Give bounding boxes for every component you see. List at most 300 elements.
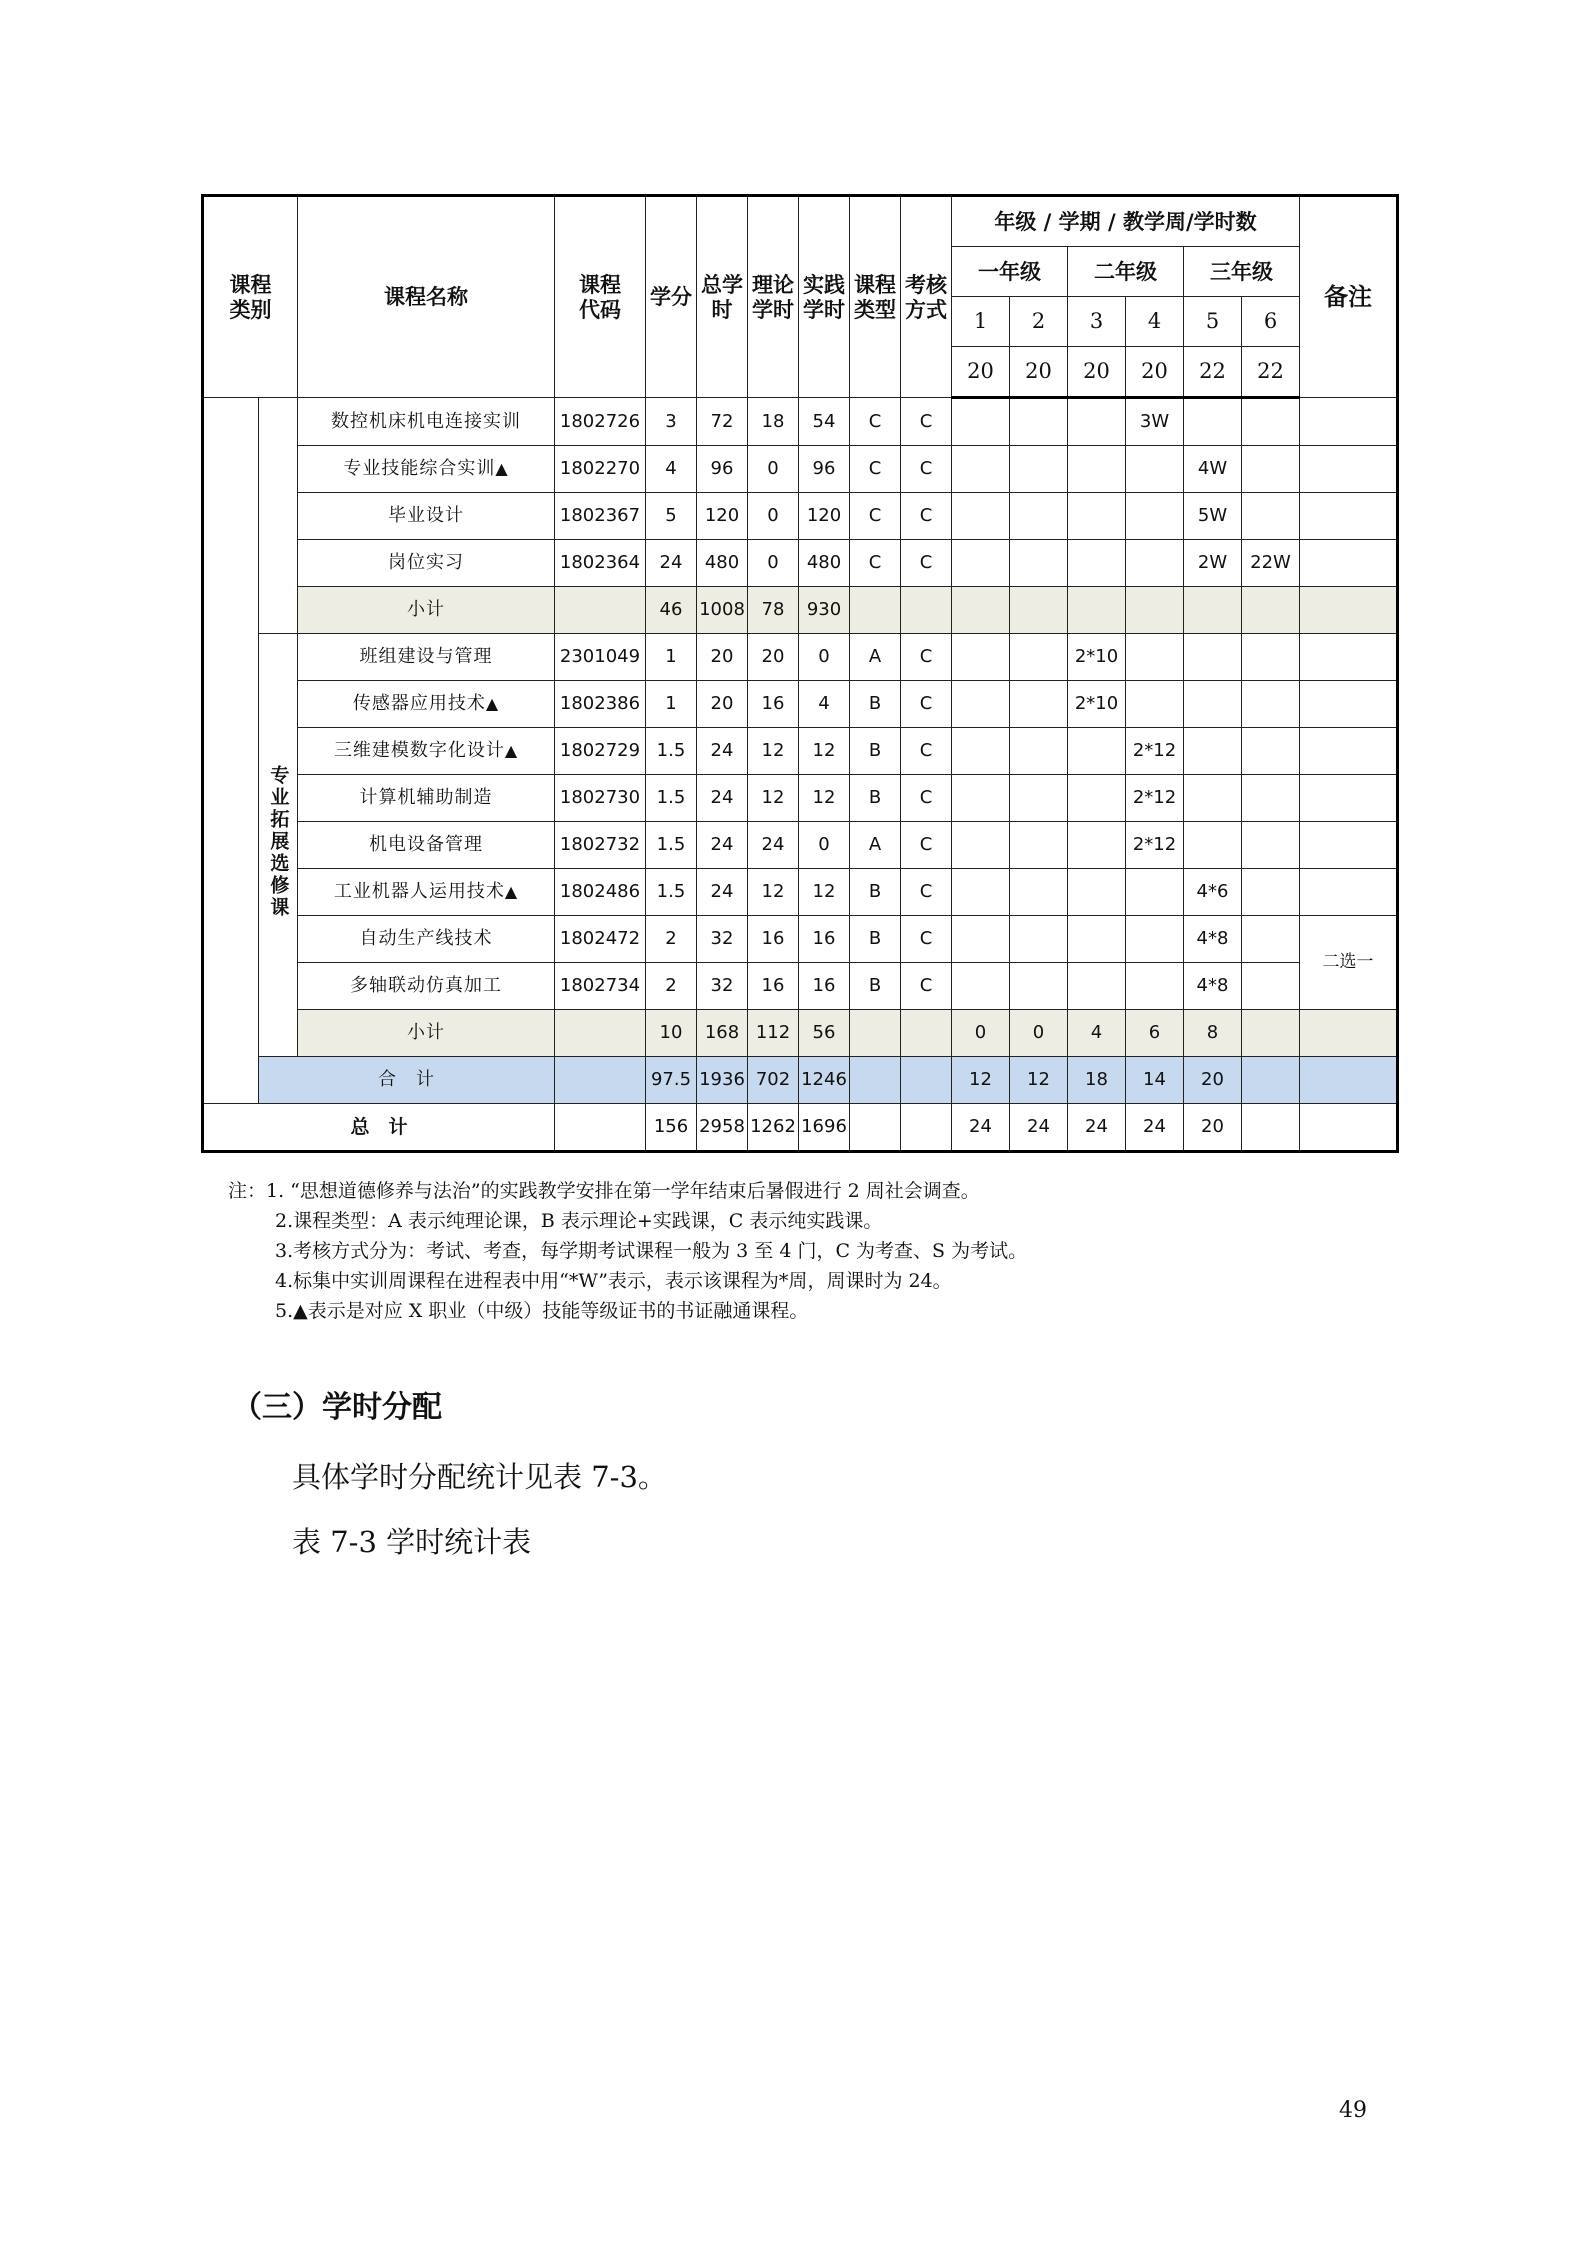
assessment: C xyxy=(901,446,952,493)
course-name xyxy=(298,916,555,963)
semester-hours xyxy=(1010,963,1068,1010)
semester-hours xyxy=(1242,822,1300,869)
semester-hours xyxy=(1068,540,1126,587)
course-code: 1802726 xyxy=(555,398,646,446)
semester-hours: 4*8 xyxy=(1184,916,1242,963)
section-heading: （三）学时分配 xyxy=(232,1390,442,1425)
semester-hours xyxy=(1184,681,1242,728)
note-line: 3.考核方式分为：考试、考查，每学期考试课程一般为 3 至 4 门，C 为考查、S 为考试。 xyxy=(275,1240,1028,1262)
semester-hours xyxy=(1184,822,1242,869)
table-row xyxy=(203,963,1398,1010)
header-weeks: 20 xyxy=(952,347,1010,398)
course-type: B xyxy=(850,963,901,1010)
semester-hours xyxy=(952,869,1010,916)
practice-hours: 16 xyxy=(799,963,850,1010)
theory-hours: 0 xyxy=(748,540,799,587)
assessment: C xyxy=(901,963,952,1010)
theory-hours: 0 xyxy=(748,493,799,540)
course-code: 1802270 xyxy=(555,446,646,493)
semester-hours xyxy=(1242,681,1300,728)
remark xyxy=(1300,493,1398,540)
semester-hours: 2*10 xyxy=(1068,634,1126,681)
semester-hours xyxy=(1010,634,1068,681)
credit: 1.5 xyxy=(646,822,697,869)
course-type: B xyxy=(850,681,901,728)
semester-hours xyxy=(952,634,1010,681)
semester-hours xyxy=(1010,869,1068,916)
table-row xyxy=(203,446,1398,493)
semester-hours: 24 xyxy=(1068,1104,1126,1152)
table-row xyxy=(203,728,1398,775)
semester-hours xyxy=(1126,869,1184,916)
course-name xyxy=(298,775,555,822)
semester-hours xyxy=(1010,822,1068,869)
header-weeks: 20 xyxy=(1068,347,1126,398)
certificate-triangle-icon: ▲ xyxy=(485,694,500,714)
course-name xyxy=(298,869,555,916)
assessment: C xyxy=(901,775,952,822)
semester-hours xyxy=(1126,540,1184,587)
total-hours: 2958 xyxy=(697,1104,748,1152)
remark xyxy=(1300,775,1398,822)
practice-hours: 1246 xyxy=(799,1057,850,1104)
course-name-text: 计算机辅助制造 xyxy=(359,787,493,809)
total-hours: 24 xyxy=(697,822,748,869)
semester-hours xyxy=(1010,446,1068,493)
semester-hours xyxy=(1242,446,1300,493)
course-code: 1802729 xyxy=(555,728,646,775)
course-type xyxy=(850,587,901,634)
semester-hours xyxy=(952,963,1010,1010)
semester-hours xyxy=(1184,587,1242,634)
course-name-text: 机电设备管理 xyxy=(369,834,483,856)
semester-hours xyxy=(1242,493,1300,540)
course-name-text: 毕业设计 xyxy=(388,505,464,527)
remark xyxy=(1300,869,1398,916)
header-semester: 5 xyxy=(1184,297,1242,347)
semester-hours xyxy=(1068,446,1126,493)
total-hours: 20 xyxy=(697,681,748,728)
semester-hours xyxy=(952,728,1010,775)
semester-hours xyxy=(1242,1104,1300,1152)
semester-hours xyxy=(1068,822,1126,869)
theory-hours: 24 xyxy=(748,822,799,869)
course-code xyxy=(555,587,646,634)
remark xyxy=(1300,1104,1398,1152)
assessment: C xyxy=(901,681,952,728)
table-row xyxy=(203,822,1398,869)
total-hours: 24 xyxy=(697,869,748,916)
course-type: C xyxy=(850,540,901,587)
table-row xyxy=(203,493,1398,540)
credit: 4 xyxy=(646,446,697,493)
semester-hours: 24 xyxy=(952,1104,1010,1152)
remark xyxy=(1300,681,1398,728)
theory-hours: 20 xyxy=(748,634,799,681)
credit: 1.5 xyxy=(646,728,697,775)
semester-hours xyxy=(952,775,1010,822)
course-type xyxy=(850,1104,901,1152)
header-year3: 三年级 xyxy=(1184,247,1300,297)
table-notes xyxy=(228,1176,1027,1326)
semester-hours xyxy=(1068,493,1126,540)
course-name xyxy=(298,493,555,540)
course-name xyxy=(298,963,555,1010)
practice-hours: 1696 xyxy=(799,1104,850,1152)
semester-hours xyxy=(1068,398,1126,446)
semester-hours xyxy=(1184,775,1242,822)
semester-hours xyxy=(1068,869,1126,916)
semester-hours: 2*12 xyxy=(1126,822,1184,869)
practice-hours: 480 xyxy=(799,540,850,587)
semester-hours xyxy=(1126,681,1184,728)
grand-total-row xyxy=(203,1104,1398,1152)
assessment: C xyxy=(901,869,952,916)
header-remarks: 备注 xyxy=(1300,196,1398,398)
semester-hours xyxy=(1126,916,1184,963)
subtotal-label: 小计 xyxy=(298,1010,555,1057)
sum-label: 合 计 xyxy=(259,1057,555,1104)
table-row xyxy=(203,540,1398,587)
course-type: C xyxy=(850,398,901,446)
practice-hours: 4 xyxy=(799,681,850,728)
credit: 1.5 xyxy=(646,775,697,822)
semester-hours xyxy=(1010,540,1068,587)
theory-hours: 78 xyxy=(748,587,799,634)
semester-hours xyxy=(1242,587,1300,634)
semester-hours: 2W xyxy=(1184,540,1242,587)
practice-hours: 12 xyxy=(799,728,850,775)
table-row xyxy=(203,681,1398,728)
semester-hours: 0 xyxy=(952,1010,1010,1057)
total-hours: 1008 xyxy=(697,587,748,634)
course-name-text: 三维建模数字化设计 xyxy=(333,740,505,762)
total-hours: 24 xyxy=(697,775,748,822)
semester-hours xyxy=(1068,775,1126,822)
course-plan-table xyxy=(201,194,1399,1153)
header-total-hours: 总学时 xyxy=(697,196,748,398)
semester-hours xyxy=(1068,963,1126,1010)
course-code: 1802364 xyxy=(555,540,646,587)
course-type: B xyxy=(850,728,901,775)
credit: 24 xyxy=(646,540,697,587)
course-type xyxy=(850,1010,901,1057)
semester-hours: 4 xyxy=(1068,1010,1126,1057)
subcategory-cell xyxy=(259,634,298,1057)
subcategory-cell xyxy=(259,398,298,634)
subtotal-label: 小计 xyxy=(298,587,555,634)
semester-hours xyxy=(1068,728,1126,775)
credit: 2 xyxy=(646,916,697,963)
table-row xyxy=(203,634,1398,681)
total-hours: 168 xyxy=(697,1010,748,1057)
practice-hours: 96 xyxy=(799,446,850,493)
header-grade-semester: 年级 / 学期 / 教学周/学时数 xyxy=(952,196,1300,247)
semester-hours xyxy=(1010,587,1068,634)
semester-hours: 2*10 xyxy=(1068,681,1126,728)
total-hours: 1936 xyxy=(697,1057,748,1104)
grand-total-label: 总 计 xyxy=(203,1104,555,1152)
semester-hours: 3W xyxy=(1126,398,1184,446)
assessment: C xyxy=(901,728,952,775)
course-name-text: 传感器应用技术 xyxy=(352,693,486,715)
course-name xyxy=(298,540,555,587)
semester-hours xyxy=(1126,963,1184,1010)
remark xyxy=(1300,1010,1398,1057)
course-name xyxy=(298,446,555,493)
course-name-text: 多轴联动仿真加工 xyxy=(350,975,502,997)
course-type: A xyxy=(850,822,901,869)
practice-hours: 120 xyxy=(799,493,850,540)
semester-hours xyxy=(952,822,1010,869)
course-code: 1802730 xyxy=(555,775,646,822)
semester-hours: 8 xyxy=(1184,1010,1242,1057)
course-type: A xyxy=(850,634,901,681)
course-name-text: 岗位实习 xyxy=(388,552,464,574)
remark xyxy=(1300,634,1398,681)
semester-hours: 24 xyxy=(1010,1104,1068,1152)
course-code: 1802486 xyxy=(555,869,646,916)
certificate-triangle-icon: ▲ xyxy=(495,459,509,479)
semester-hours xyxy=(1010,493,1068,540)
semester-hours: 4*6 xyxy=(1184,869,1242,916)
header-semester: 2 xyxy=(1010,297,1068,347)
semester-hours: 2*12 xyxy=(1126,775,1184,822)
course-name-text: 自动生产线技术 xyxy=(359,928,493,950)
course-code: 1802386 xyxy=(555,681,646,728)
header-theory-hours: 理论学时 xyxy=(748,196,799,398)
semester-hours: 12 xyxy=(1010,1057,1068,1104)
header-credit: 学分 xyxy=(646,196,697,398)
course-name xyxy=(298,822,555,869)
assessment xyxy=(901,587,952,634)
semester-hours xyxy=(1242,634,1300,681)
course-name-text: 专业技能综合实训 xyxy=(343,458,496,480)
credit: 5 xyxy=(646,493,697,540)
total-hours: 120 xyxy=(697,493,748,540)
header-weeks: 20 xyxy=(1010,347,1068,398)
semester-hours xyxy=(1010,916,1068,963)
certificate-triangle-icon: ▲ xyxy=(504,882,519,902)
theory-hours: 12 xyxy=(748,869,799,916)
practice-hours: 16 xyxy=(799,916,850,963)
header-weeks: 22 xyxy=(1242,347,1300,398)
total-hours: 72 xyxy=(697,398,748,446)
subtotal-row xyxy=(203,1010,1398,1057)
theory-hours: 16 xyxy=(748,916,799,963)
semester-hours xyxy=(1184,398,1242,446)
table-row xyxy=(203,775,1398,822)
course-type: B xyxy=(850,869,901,916)
course-name xyxy=(298,681,555,728)
assessment xyxy=(901,1010,952,1057)
semester-hours: 22W xyxy=(1242,540,1300,587)
semester-hours xyxy=(1242,398,1300,446)
semester-hours xyxy=(1126,493,1184,540)
credit: 1.5 xyxy=(646,869,697,916)
course-code: 1802367 xyxy=(555,493,646,540)
credit: 2 xyxy=(646,963,697,1010)
header-course-code: 课程代码 xyxy=(555,196,646,398)
category-cell xyxy=(203,398,259,1104)
semester-hours xyxy=(952,493,1010,540)
semester-hours xyxy=(1184,728,1242,775)
semester-hours xyxy=(1126,587,1184,634)
semester-hours: 4W xyxy=(1184,446,1242,493)
practice-hours: 54 xyxy=(799,398,850,446)
semester-hours xyxy=(1010,398,1068,446)
course-type: C xyxy=(850,493,901,540)
theory-hours: 16 xyxy=(748,963,799,1010)
remark-choose-one: 二选一 xyxy=(1300,916,1398,1010)
total-hours: 24 xyxy=(697,728,748,775)
practice-hours: 12 xyxy=(799,775,850,822)
course-name-text: 班组建设与管理 xyxy=(359,646,493,668)
certificate-triangle-icon: ▲ xyxy=(504,741,519,761)
remark xyxy=(1300,446,1398,493)
semester-hours: 5W xyxy=(1184,493,1242,540)
theory-hours: 16 xyxy=(748,681,799,728)
header-course-name: 课程名称 xyxy=(298,196,555,398)
assessment: C xyxy=(901,540,952,587)
semester-hours xyxy=(952,446,1010,493)
course-code xyxy=(555,1104,646,1152)
header-weeks: 22 xyxy=(1184,347,1242,398)
semester-hours xyxy=(952,916,1010,963)
header-year1: 一年级 xyxy=(952,247,1068,297)
semester-hours: 14 xyxy=(1126,1057,1184,1104)
course-code: 2301049 xyxy=(555,634,646,681)
total-hours: 480 xyxy=(697,540,748,587)
table-caption: 表 7-3 学时统计表 xyxy=(292,1525,532,1559)
course-code: 1802732 xyxy=(555,822,646,869)
practice-hours: 56 xyxy=(799,1010,850,1057)
semester-hours xyxy=(1010,775,1068,822)
course-code xyxy=(555,1057,646,1104)
semester-hours: 0 xyxy=(1010,1010,1068,1057)
semester-hours xyxy=(1068,916,1126,963)
course-name xyxy=(298,728,555,775)
semester-hours xyxy=(1010,728,1068,775)
course-type: C xyxy=(850,446,901,493)
header-semester: 6 xyxy=(1242,297,1300,347)
header-practice-hours: 实践学时 xyxy=(799,196,850,398)
theory-hours: 112 xyxy=(748,1010,799,1057)
header-category: 课程类别 xyxy=(203,196,298,398)
note-line: 注：1. “思想道德修养与法治”的实践教学安排在第一学年结束后暑假进行 2 周社会调查。 xyxy=(228,1180,980,1202)
subtotal-row xyxy=(203,587,1398,634)
semester-hours xyxy=(952,681,1010,728)
total-hours: 96 xyxy=(697,446,748,493)
semester-hours: 20 xyxy=(1184,1057,1242,1104)
course-code: 1802472 xyxy=(555,916,646,963)
header-assessment: 考核方式 xyxy=(901,196,952,398)
semester-hours xyxy=(1068,587,1126,634)
remark xyxy=(1300,822,1398,869)
credit: 46 xyxy=(646,587,697,634)
semester-hours: 24 xyxy=(1126,1104,1184,1152)
page-number: 49 xyxy=(1339,2098,1367,2123)
course-type: B xyxy=(850,916,901,963)
assessment: C xyxy=(901,398,952,446)
semester-hours xyxy=(1242,916,1300,963)
semester-hours: 18 xyxy=(1068,1057,1126,1104)
remark xyxy=(1300,398,1398,446)
header-course-type: 课程类型 xyxy=(850,196,901,398)
table-row xyxy=(203,869,1398,916)
semester-hours xyxy=(1126,446,1184,493)
course-code xyxy=(555,1010,646,1057)
remark xyxy=(1300,1057,1398,1104)
theory-hours: 0 xyxy=(748,446,799,493)
note-line: 2.课程类型：A 表示纯理论课，B 表示理论+实践课，C 表示纯实践课。 xyxy=(275,1210,883,1232)
note-line: 5.▲表示是对应 X 职业（中级）技能等级证书的书证融通课程。 xyxy=(275,1300,809,1322)
credit: 1 xyxy=(646,634,697,681)
semester-hours: 12 xyxy=(952,1057,1010,1104)
semester-hours: 4*8 xyxy=(1184,963,1242,1010)
assessment: C xyxy=(901,493,952,540)
course-type xyxy=(850,1057,901,1104)
header-semester: 1 xyxy=(952,297,1010,347)
semester-hours xyxy=(952,540,1010,587)
semester-hours xyxy=(1242,728,1300,775)
theory-hours: 12 xyxy=(748,728,799,775)
assessment xyxy=(901,1057,952,1104)
header-semester: 3 xyxy=(1068,297,1126,347)
credit: 3 xyxy=(646,398,697,446)
semester-hours xyxy=(1184,634,1242,681)
semester-hours xyxy=(1126,634,1184,681)
practice-hours: 0 xyxy=(799,634,850,681)
theory-hours: 18 xyxy=(748,398,799,446)
header-semester: 4 xyxy=(1126,297,1184,347)
theory-hours: 12 xyxy=(748,775,799,822)
course-name-text: 工业机器人运用技术 xyxy=(333,881,505,903)
table-row xyxy=(203,916,1398,963)
sum-row xyxy=(203,1057,1398,1104)
course-name-text: 数控机床机电连接实训 xyxy=(331,410,521,432)
total-hours: 32 xyxy=(697,963,748,1010)
total-hours: 32 xyxy=(697,916,748,963)
assessment: C xyxy=(901,634,952,681)
header-year2: 二年级 xyxy=(1068,247,1184,297)
semester-hours: 6 xyxy=(1126,1010,1184,1057)
assessment: C xyxy=(901,822,952,869)
note-line: 4.标集中实训周课程在进程表中用“*W”表示，表示该课程为*周，周课时为 24。 xyxy=(275,1270,952,1292)
practice-hours: 0 xyxy=(799,822,850,869)
semester-hours xyxy=(1242,1010,1300,1057)
assessment xyxy=(901,1104,952,1152)
semester-hours: 2*12 xyxy=(1126,728,1184,775)
credit: 10 xyxy=(646,1010,697,1057)
theory-hours: 1262 xyxy=(748,1104,799,1152)
credit: 156 xyxy=(646,1104,697,1152)
course-name xyxy=(298,634,555,681)
category-label: 专业拓展选修课 xyxy=(267,765,290,920)
remark xyxy=(1300,540,1398,587)
course-type: B xyxy=(850,775,901,822)
total-hours: 20 xyxy=(697,634,748,681)
credit: 97.5 xyxy=(646,1057,697,1104)
body-paragraph: 具体学时分配统计见表 7-3。 xyxy=(292,1460,667,1494)
remark xyxy=(1300,728,1398,775)
semester-hours xyxy=(1242,1057,1300,1104)
semester-hours xyxy=(952,587,1010,634)
practice-hours: 930 xyxy=(799,587,850,634)
semester-hours xyxy=(1010,681,1068,728)
assessment: C xyxy=(901,916,952,963)
practice-hours: 12 xyxy=(799,869,850,916)
